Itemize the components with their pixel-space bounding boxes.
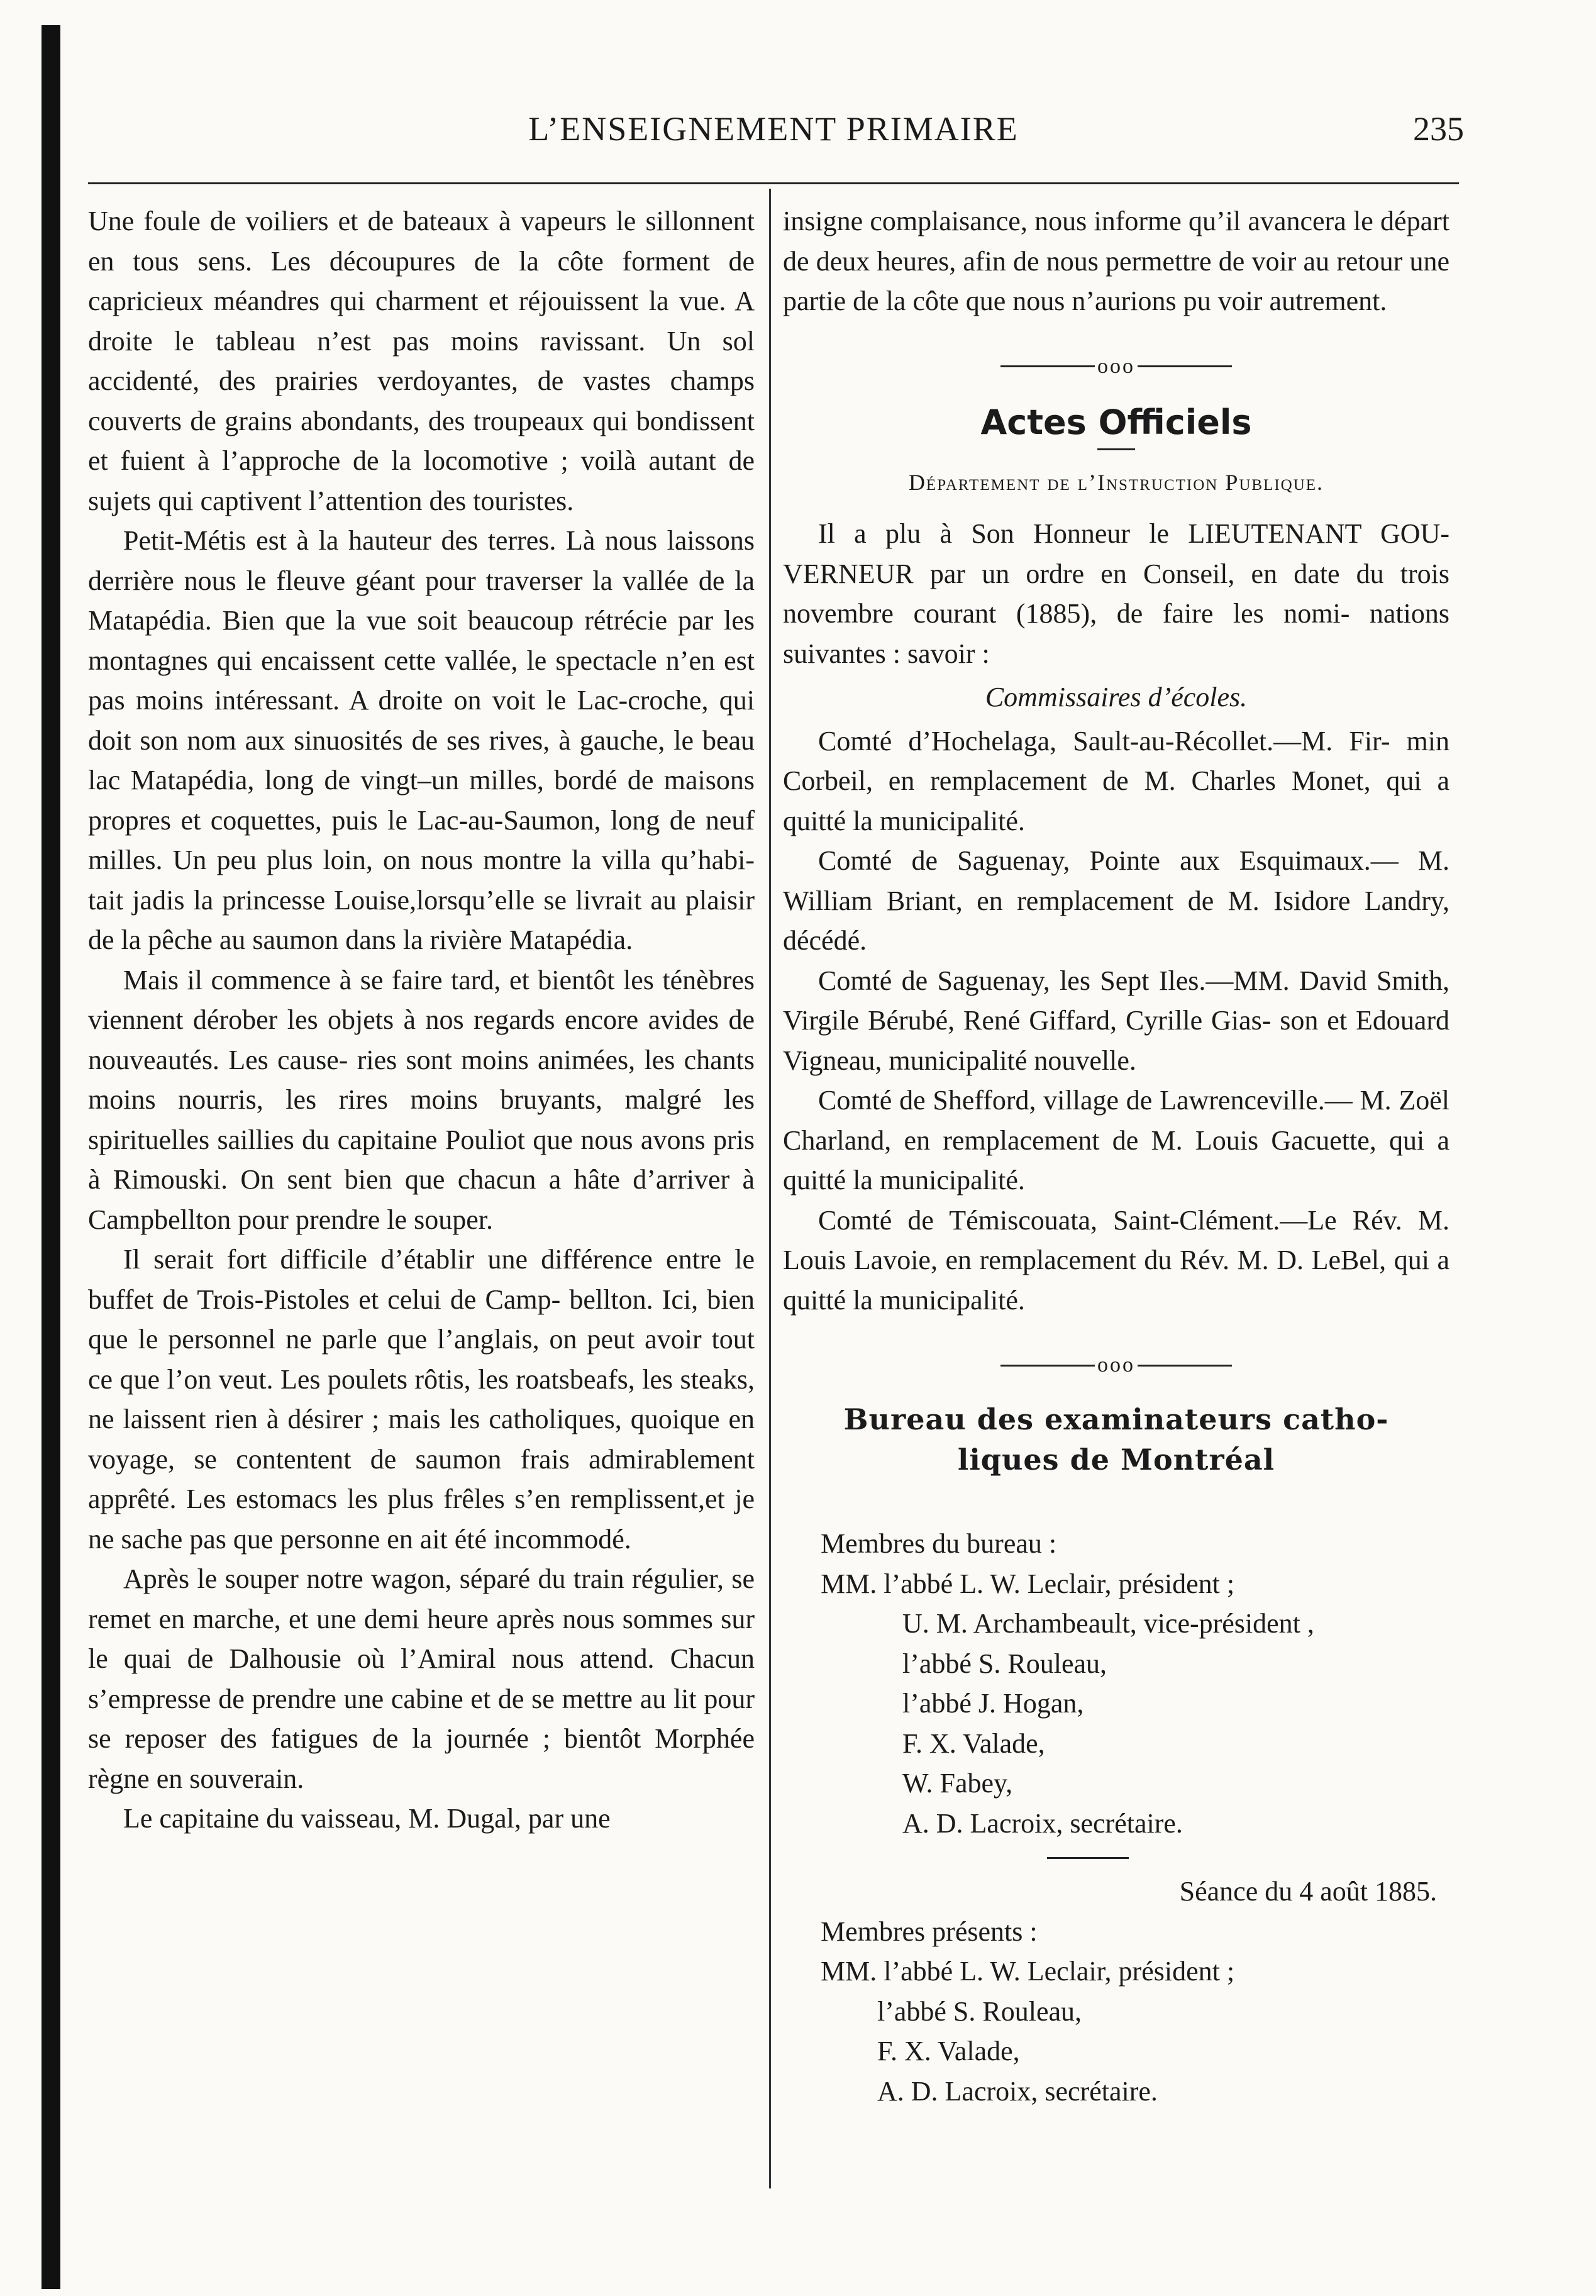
page-binding-edge: [42, 25, 60, 2289]
text-line: laissent rien à désirer ; mais les catholiques,: [123, 1404, 622, 1434]
text-line: l’Amiral nous attend. Chacun s’empresse de: [88, 1643, 755, 1714]
text-line: le départ de deux heures, afin de nous permettre: [783, 206, 1449, 277]
paragraph-3: [88, 960, 755, 1240]
section-title: Actes Officiels: [980, 402, 1252, 442]
text-line: Gacuette, qui a quitté la municipalité.: [783, 1124, 1449, 1195]
text-line: Il serait fort difficile d’établir une différence: [123, 1244, 653, 1275]
text-line: nations suivantes : savoir :: [783, 598, 1449, 669]
continuation-paragraph: [783, 201, 1449, 321]
present-members-list: [821, 1912, 1449, 2112]
text-line: moins intéressant. A droite on voit le Lac-croche,: [135, 685, 709, 716]
text-line: tait jadis la princesse Louise,lorsqu’elle se livrait: [88, 884, 642, 916]
text-line: Monet, qui a quitté la municipalité.: [783, 765, 1449, 836]
text-line: abondants, des troupeaux qui bondissent et: [88, 405, 755, 476]
text-line: Petit-Métis est à la hauteur des terres. Là: [123, 525, 596, 556]
column-divider: [769, 189, 771, 2188]
text-line: n’aurions pu voir autrement.: [1072, 286, 1387, 316]
subheading: Commissaires d’écoles.: [985, 682, 1248, 713]
appointment-entry: [783, 1201, 1449, 1321]
member-line: l’abbé S. Rouleau,: [902, 1648, 1107, 1679]
text-line: d’arriver à Campbellton pour prendre le souper.: [88, 1164, 755, 1235]
paragraph-4: [88, 1240, 755, 1559]
appointment-entry: [783, 961, 1449, 1081]
left-column: [88, 201, 755, 1839]
text-line: Comté d’Hochelaga, Sault-au-Récollet.—M. Fir-: [818, 725, 1390, 757]
text-line: Les poulets rôtis, les roatsbeafs, les steaks, ne: [88, 1363, 755, 1434]
text-line: Comté de Shefford, village de Lawrenceville.—: [818, 1085, 1353, 1116]
text-line: M. Louis Lavoie, en remplacement du Rév. M. D.: [783, 1204, 1450, 1275]
text-line: Il a plu à Son Honneur le LIEUTENANT GOU-: [818, 518, 1449, 549]
appointment-entry: [783, 721, 1449, 841]
text-line: ries sont moins animées, les chants moins nourris,: [88, 1044, 755, 1115]
separator-mark: ooo: [1097, 1353, 1135, 1377]
text-line: moins ravissant. Un sol accidenté, des prairies: [88, 325, 755, 396]
title-underline: [1097, 448, 1135, 450]
text-line: quoique en voyage, se contentent de saumon: [88, 1404, 755, 1475]
text-line: réjouissent la vue. A droite le tableau n’est pas: [88, 286, 755, 357]
text-line: nous laissons derrière nous le fleuve géant pour: [88, 525, 755, 596]
member-line: A. D. Lacroix, secrétaire.: [877, 2075, 1158, 2107]
separator-dash: [1000, 365, 1095, 367]
paragraph-5: [88, 1559, 755, 1799]
text-line: forment de capricieux méandres qui charment et: [88, 245, 755, 316]
text-line: saillies du capitaine Pouliot que nous avons pris: [217, 1124, 755, 1155]
text-line: VERNEUR par un ordre en Conseil, en date du: [783, 558, 1384, 589]
member-line: U. M. Archambeault, vice-président ,: [902, 1608, 1314, 1639]
bureau-title: [783, 1399, 1449, 1480]
text-line: min Corbeil, en remplacement de M. Charles: [783, 725, 1449, 796]
text-line: Une foule de voiliers et de bateaux à vapeurs le: [88, 206, 636, 236]
separator-dash: [1138, 1365, 1232, 1367]
text-line: sillonnent en tous sens. Les découpures de la côte: [88, 206, 755, 277]
paragraph-2: [88, 521, 755, 960]
text-line: se reposer des fatigues de la journée ; bientôt: [88, 1723, 641, 1754]
text-line: de voir au retour une partie de la côte que nous: [783, 245, 1449, 316]
text-line: puis le Lac-au-Saumon, long de neuf milles. Un: [88, 804, 755, 875]
paragraph-1: [88, 201, 755, 521]
text-line: Après le souper notre wagon, séparé du train: [123, 1563, 624, 1594]
text-line: Landry, décédé.: [783, 885, 1449, 956]
text-line: son et Edouard Vigneau, municipalité nouvelle.: [783, 1005, 1450, 1076]
text-line: traverser la vallée de la Matapédia. Bien que la: [88, 565, 755, 636]
page-number: 235: [1413, 110, 1464, 148]
text-line: trois novembre courant (1885), de faire les nomi-: [783, 558, 1449, 629]
member-line: MM. l’abbé L. W. Leclair, président ;: [821, 1568, 1235, 1599]
text-line: vue soit beaucoup rétrécie par les montagnes qui: [88, 605, 755, 676]
text-line: frais admirablement apprêté. Les estomacs les: [88, 1443, 755, 1514]
text-line: regards encore avides de nouveautés. Les cause-: [88, 1004, 755, 1075]
text-line: verdoyantes, de vastes champs couverts de grains: [88, 365, 755, 436]
text-line: l’anglais, on peut avoir tout ce que l’on veut.: [88, 1324, 755, 1395]
text-line: à Rimouski. On sent bien que chacun a hâte: [88, 1164, 620, 1195]
text-line: Mais il commence à se faire tard, et bientôt: [123, 964, 615, 995]
appointment-entry: [783, 1080, 1449, 1201]
member-line: MM. l’abbé L. W. Leclair, président ;: [821, 1956, 1235, 1987]
member-line: W. Fabey,: [902, 1768, 1013, 1799]
text-line: fuient à l’approche de la locomotive ; voilà autant: [120, 445, 716, 476]
text-line: Comté de Témiscouata, Saint-Clément.—Le Rév.: [818, 1204, 1402, 1236]
text-line: milles, bordé de maisons propres et coquettes,: [88, 765, 755, 836]
text-line: LeBel, qui a quitté la municipalité.: [783, 1245, 1450, 1316]
member-line: A. D. Lacroix, secrétaire.: [902, 1807, 1183, 1839]
separator-dash: [1138, 365, 1232, 367]
text-line: régulier, se remet en marche, et une demi heure: [88, 1563, 755, 1634]
text-line: Matapédia.: [509, 924, 633, 955]
members-heading: Membres présents :: [821, 1916, 1038, 1947]
text-line: Morphée règne en souverain.: [88, 1723, 755, 1794]
text-line: les ténèbres viennent dérober les objets à nos: [88, 964, 755, 1035]
member-line: l’abbé J. Hogan,: [902, 1688, 1084, 1719]
bureau-title-line: Bureau des examinateurs catho-: [843, 1402, 1389, 1436]
section-separator: [783, 1350, 1449, 1378]
text-line: qui doit son nom aux sinuosités de ses rives, à: [88, 685, 755, 756]
decree-paragraph: [783, 514, 1449, 674]
text-line: Comté de Saguenay, Pointe aux Esquimaux.—: [818, 845, 1399, 876]
text-line: les rires moins bruyants, malgré les spirituelles: [88, 1084, 755, 1155]
seance-date: Séance du 4 août 1885.: [1179, 1876, 1437, 1907]
text-line: de sujets qui captivent l’attention des touristes.: [88, 445, 755, 516]
text-line: personne en ait été incommodé.: [280, 1523, 631, 1555]
department-line: Département de l’Instruction Publique.: [908, 469, 1324, 495]
separator-mark: ooo: [1097, 354, 1135, 378]
text-line: gauche, le beau lac Matapédia, long de vingt–un: [88, 724, 755, 796]
text-line: encaissent cette vallée, le spectacle n’en est pas: [88, 645, 755, 716]
text-line: Smith, Virgile Bérubé, René Giffard, Cyrille Gias-: [783, 965, 1449, 1036]
running-title: L’ENSEIGNEMENT PRIMAIRE: [528, 110, 1019, 148]
separator-dash: [1000, 1365, 1095, 1367]
appointment-entry: [783, 841, 1449, 961]
member-line: F. X. Valade,: [877, 2036, 1020, 2066]
section-separator: [783, 352, 1449, 379]
text-line: après nous sommes sur le quai de Dalhousie où: [88, 1603, 755, 1674]
text-line: peu plus loin, on nous montre la villa qu’habi-: [216, 845, 755, 875]
text-line: Comté de Saguenay, les Sept Iles.—MM. David: [818, 965, 1367, 996]
member-line: l’abbé S. Rouleau,: [877, 1995, 1082, 2027]
text-line: insigne complaisance, nous informe qu’il avancera: [783, 206, 1346, 236]
text-line: plus frêles s’en remplissent,et je ne sache pas que: [88, 1484, 755, 1555]
text-line: entre le buffet de Trois-Pistoles et celui de Camp-: [88, 1244, 755, 1315]
page-header: [88, 107, 1464, 164]
paragraph-6: [88, 1799, 755, 1839]
text-line: au plaisir de la pêche au saumon dans la rivière: [88, 884, 755, 955]
text-line: M. Zoël Charland, en remplacement de M. Louis: [783, 1085, 1449, 1156]
text-line: bellton. Ici, bien que le personnel ne parle que: [88, 1284, 755, 1355]
members-heading: Membres du bureau :: [821, 1528, 1057, 1559]
bureau-title-line: liques de Montréal: [957, 1443, 1275, 1477]
text-line: prendre une cabine et de se mettre au lit pour: [252, 1683, 755, 1714]
members-divider: [1047, 1857, 1129, 1859]
bureau-members-list: [821, 1524, 1449, 1843]
header-rule: [88, 182, 1459, 184]
member-line: F. X. Valade,: [902, 1728, 1045, 1759]
text-line: M. William Briant, en remplacement de M. Isidore: [783, 845, 1450, 916]
right-column: [783, 201, 1449, 2111]
text-line: Le capitaine du vaisseau, M. Dugal, par une: [123, 1803, 611, 1834]
